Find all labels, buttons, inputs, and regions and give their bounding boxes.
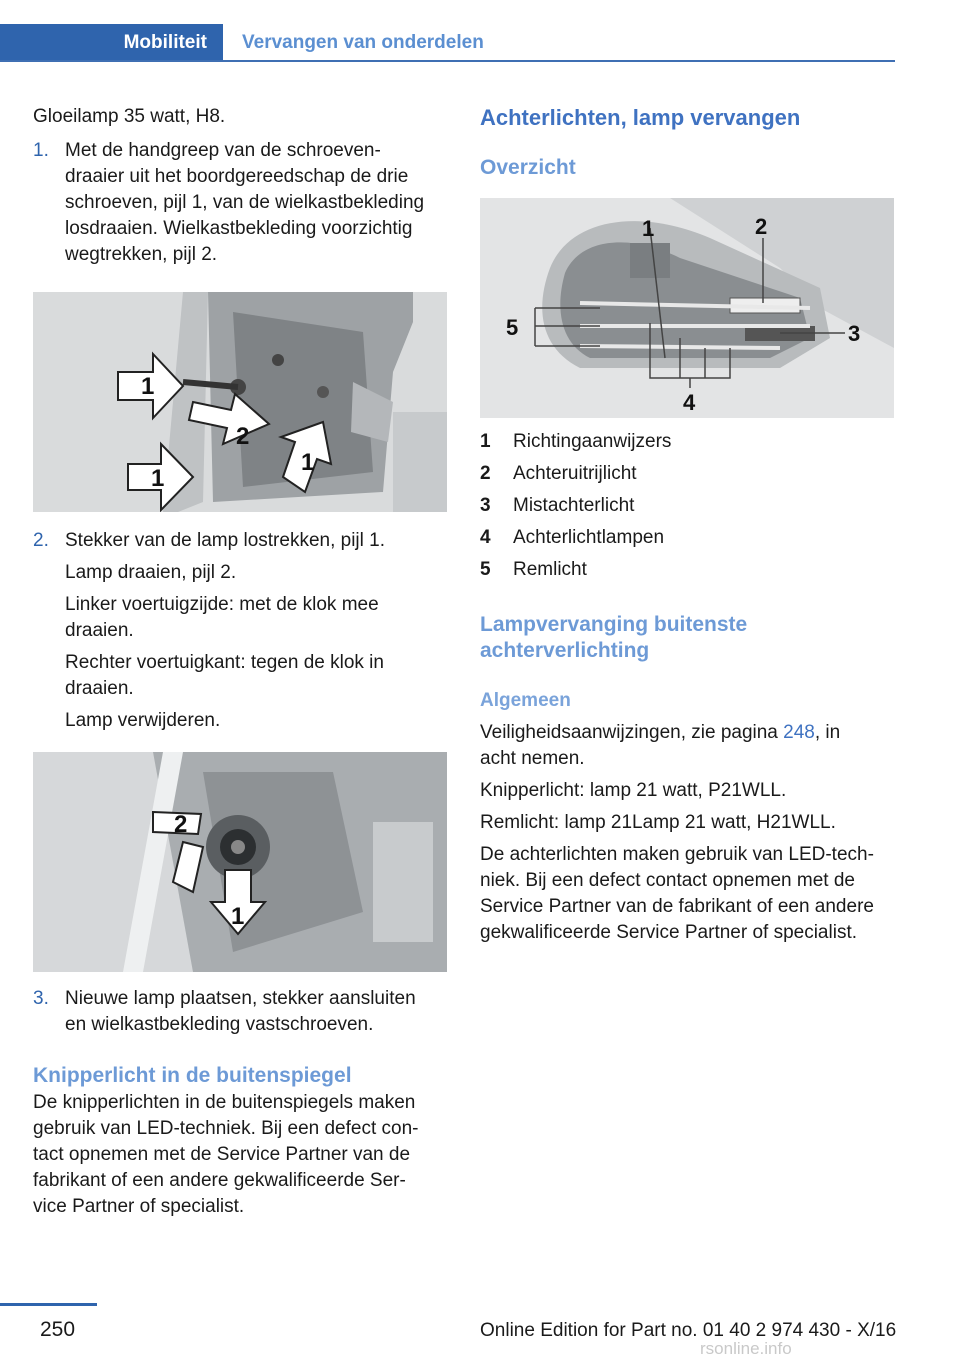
general-heading: Algemeen bbox=[480, 690, 571, 711]
figure-label: 1 bbox=[301, 449, 315, 476]
right-column bbox=[480, 104, 896, 946]
led-line: Service Partner van de fabrikant of een andere bbox=[480, 896, 874, 917]
legend-number: 3 bbox=[480, 495, 491, 516]
lamp-socket-figure bbox=[33, 752, 447, 972]
safety-text bbox=[480, 720, 896, 772]
legend-number: 4 bbox=[480, 527, 491, 548]
step-2-sub: Linker voertuigzijde: met de klok mee bbox=[65, 594, 379, 615]
step-2-sub: draaien. bbox=[65, 678, 134, 699]
legend-text: Achterlichtlampen bbox=[513, 527, 665, 548]
figure-label: 4 bbox=[683, 390, 696, 415]
footer-rule bbox=[0, 1303, 97, 1306]
mirror-line: tact opnemen met de Service Partner van de bbox=[33, 1144, 411, 1165]
legend-list bbox=[480, 426, 896, 586]
mirror-heading: Knipperlicht in de buitenspiegel bbox=[33, 1064, 352, 1087]
legend-text: Richtingaanwijzers bbox=[513, 431, 672, 452]
led-line: niek. Bij een defect contact opnemen met de bbox=[480, 870, 855, 891]
step-2 bbox=[33, 528, 447, 734]
wheel-arch-illustration bbox=[33, 292, 447, 512]
step-2-line: Stekker van de lamp lostrekken, pijl 1. bbox=[65, 530, 385, 551]
figure-label: 1 bbox=[151, 465, 165, 492]
step-number: 3. bbox=[33, 988, 49, 1009]
step-2-sub: Lamp draaien, pijl 2. bbox=[65, 562, 237, 583]
step-2-sub: Lamp verwijderen. bbox=[65, 710, 221, 731]
intro-text: Gloeilamp 35 watt, H8. bbox=[33, 106, 226, 127]
led-line: gekwalificeerde Service Partner of specialist. bbox=[480, 922, 858, 943]
figure-label: 1 bbox=[141, 373, 155, 400]
legend-text: Remlicht bbox=[513, 559, 587, 580]
watermark: rsonline.info bbox=[700, 1339, 792, 1358]
legend-text: Achteruitrijlicht bbox=[513, 463, 637, 484]
legend-text: Mistachterlicht bbox=[513, 495, 635, 516]
mirror-line: De knipperlichten in de buitenspiegels maken bbox=[33, 1092, 416, 1113]
section-tab[interactable] bbox=[242, 24, 484, 61]
heading-line: achterverlichting bbox=[480, 639, 650, 662]
figure-label: 5 bbox=[506, 315, 519, 340]
led-text bbox=[480, 842, 896, 946]
legend-item bbox=[480, 458, 896, 490]
step-number: 2. bbox=[33, 530, 49, 551]
header-rule bbox=[0, 60, 895, 62]
step-1-line: wegtrekken, pijl 2. bbox=[65, 244, 218, 265]
figure-label: 3 bbox=[848, 321, 861, 346]
brake-text: Remlicht: lamp 21Lamp 21 watt, H21WLL. bbox=[480, 812, 836, 833]
tail-light-figure bbox=[480, 198, 894, 418]
tail-light-illustration bbox=[480, 198, 894, 418]
mirror-line: vice Partner of specialist. bbox=[33, 1196, 245, 1217]
section-heading: Achterlichten, lamp vervangen bbox=[480, 105, 801, 130]
figure-label: 2 bbox=[236, 423, 250, 450]
edition-text: Online Edition for Part no. 01 40 2 974 430 - X/16 bbox=[480, 1320, 897, 1341]
mirror-line: gebruik van LED-techniek. Bij een defect con‐ bbox=[33, 1118, 419, 1139]
lamp-socket-illustration bbox=[33, 752, 447, 972]
step-3 bbox=[33, 986, 447, 1038]
led-line: De achterlichten maken gebruik van LED-tech‐ bbox=[480, 844, 874, 865]
mirror-text bbox=[33, 1090, 447, 1220]
step-1-line: Met de handgreep van de schroeven‐ bbox=[65, 140, 381, 161]
legend-number: 2 bbox=[480, 463, 491, 484]
step-3-line: Nieuwe lamp plaatsen, stekker aansluiten bbox=[65, 988, 416, 1009]
safety-text-line2: acht nemen. bbox=[480, 748, 585, 769]
overview-heading: Overzicht bbox=[480, 156, 576, 179]
legend-item bbox=[480, 522, 896, 554]
legend-number: 1 bbox=[480, 431, 491, 452]
chapter-tab[interactable] bbox=[0, 24, 223, 61]
left-column bbox=[33, 104, 447, 1220]
legend-item bbox=[480, 490, 896, 522]
page-link[interactable]: 248 bbox=[783, 722, 815, 743]
figure-label: 2 bbox=[174, 811, 188, 838]
step-1-line: draaier uit het boordgereedschap de drie bbox=[65, 166, 409, 187]
chapter-label: Mobiliteit bbox=[123, 31, 207, 53]
legend-number: 5 bbox=[480, 559, 491, 580]
step-2-sub: draaien. bbox=[65, 620, 134, 641]
legend-item bbox=[480, 554, 896, 586]
mirror-line: fabrikant of een andere gekwalificeerde Ser‐ bbox=[33, 1170, 406, 1191]
figure-label: 2 bbox=[755, 214, 768, 239]
blinker-text: Knipperlicht: lamp 21 watt, P21WLL. bbox=[480, 780, 787, 801]
step-1-line: schroeven, pijl 1, van de wielkastbekleding bbox=[65, 192, 425, 213]
safety-text-start: Veiligheidsaanwijzingen, zie pagina bbox=[480, 722, 784, 743]
figure-label: 1 bbox=[642, 216, 655, 241]
page-number: 250 bbox=[40, 1318, 76, 1341]
safety-text-end: , in bbox=[814, 722, 841, 743]
legend-item bbox=[480, 426, 896, 458]
heading-line: Lampvervanging buitenste bbox=[480, 613, 748, 636]
step-1-line: losdraaien. Wielkastbekleding voorzichtig bbox=[65, 218, 413, 239]
step-3-line: en wielkastbekleding vastschroeven. bbox=[65, 1014, 374, 1035]
wheel-arch-figure bbox=[33, 292, 447, 512]
step-number: 1. bbox=[33, 140, 49, 161]
outer-lights-heading bbox=[480, 612, 896, 664]
step-2-sub: Rechter voertuigkant: tegen de klok in bbox=[65, 652, 384, 673]
figure-label: 1 bbox=[231, 903, 245, 930]
section-label: Vervangen van onderdelen bbox=[242, 31, 484, 53]
step-1 bbox=[33, 138, 447, 268]
